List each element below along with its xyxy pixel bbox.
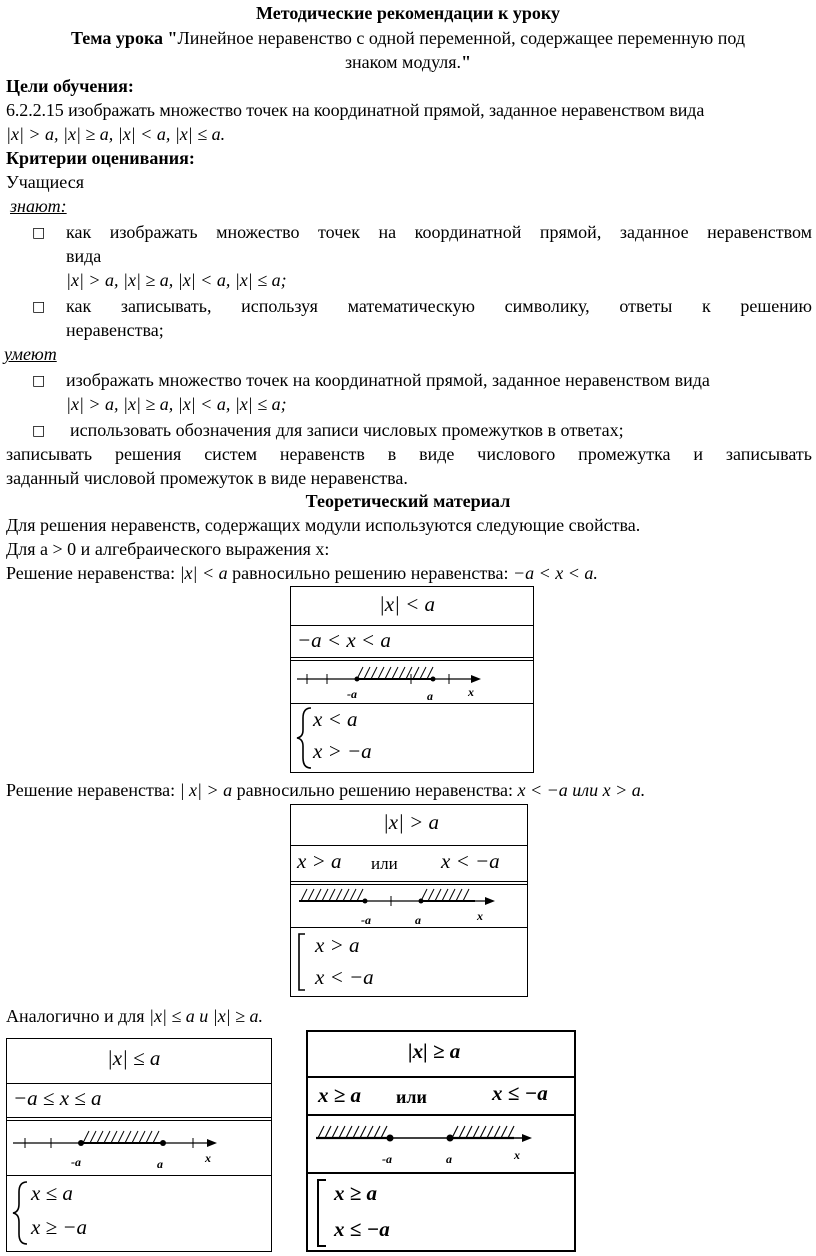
set-row (291, 927, 527, 997)
number-line-row (291, 657, 533, 703)
table-inequality: −a < x < a (297, 628, 391, 652)
set-line-1: x > a (315, 933, 360, 957)
system-row (7, 1175, 271, 1251)
table-row (7, 1083, 271, 1117)
rule-2-mid: равносильно решению неравенства: (232, 780, 518, 800)
table-row (291, 845, 527, 881)
know-item-1-cont: вида (66, 246, 102, 266)
criteria-heading: Критерии оценивания: (6, 148, 195, 168)
table-abs-less (290, 586, 534, 773)
can-item-3-cont: заданный числовой промежуток в виде неравенства. (6, 468, 408, 488)
theory-p1: Для решения неравенств, содержащих модули используются следующие свойства. (6, 515, 641, 535)
rule-1-inequality: |x| < a (179, 563, 228, 583)
label-minus-a: -a (71, 1155, 81, 1169)
rule-1-mid: равносильно решению неравенства: (227, 563, 513, 583)
can-item-2: использовать обозначения для записи числовых промежутков в ответах; (70, 420, 624, 440)
topic-quote-close: " (461, 52, 472, 72)
set-bracket-icon (291, 928, 311, 996)
label-a: a (446, 1152, 452, 1166)
analog-and: и (199, 1006, 209, 1026)
set-line-2: x < −a (315, 965, 374, 989)
label-a: a (157, 1157, 163, 1171)
can-item-1-formula: |x| > a, |x| ≥ a, |x| < a, |x| ≤ a; (66, 394, 287, 414)
rule-2 (6, 779, 812, 802)
table-head: |x| ≥ a (408, 1039, 461, 1063)
analog-formula-b: |x| ≥ a. (208, 1006, 264, 1026)
know-item-2: как записывать, используя математическую символику, ответы к решению (66, 296, 812, 316)
know-item-2-cont: неравенства; (66, 320, 164, 340)
analog-formula-a: |x| ≤ a (149, 1006, 200, 1026)
analog-line (6, 1005, 812, 1028)
topic-label: Тема урока (70, 28, 168, 48)
know-item-1-formula: |x| > a, |x| ≥ a, |x| < a, |x| ≤ a; (66, 270, 287, 290)
rule-1-result: −a < x < a. (512, 563, 598, 583)
theory-heading: Теоретический материал (305, 491, 511, 511)
topic-text-2: знаком модуля. (344, 52, 462, 72)
topic-quote-open: " (167, 28, 178, 48)
set-line-2: x ≤ −a (334, 1217, 390, 1241)
number-line-row (308, 1114, 574, 1172)
theory-p2: Для а > 0 и алгебраического выражения х: (6, 539, 330, 559)
union-or: или (396, 1087, 427, 1107)
system-row (291, 703, 533, 773)
rule-2-result-b: x > a. (598, 780, 646, 800)
label-minus-a: -a (361, 913, 371, 927)
rule-1-prefix: Решение неравенства: (6, 563, 180, 583)
students-label: Учащиеся (6, 172, 84, 192)
table-head: |x| < a (379, 592, 436, 616)
bullet-icon: □ (32, 299, 46, 315)
label-x: x (468, 685, 474, 699)
table-abs-greater (290, 804, 528, 997)
set-row (308, 1172, 574, 1252)
table-row (308, 1076, 574, 1114)
table-inequality: −a ≤ x ≤ a (13, 1086, 102, 1110)
system-line-1: x ≤ a (31, 1181, 73, 1205)
goals-item: 6.2.2.15 изображать множество точек на координатной прямой, заданное неравенством вида (6, 100, 705, 120)
can-item-3: записывать решения систем неравенств в виде числового промежутка и записывать (6, 444, 812, 464)
number-line-graph (291, 885, 527, 929)
label-a: a (427, 689, 433, 703)
can-label: умеют (4, 344, 57, 364)
system-line-2: x ≥ −a (31, 1215, 88, 1239)
number-line-row (7, 1117, 271, 1175)
set-line-1: x ≥ a (334, 1181, 378, 1205)
goals-heading: Цели обучения: (6, 76, 134, 96)
analog-prefix: Аналогично и для (6, 1006, 150, 1026)
can-item-1: изображать множество точек на координатной прямой, заданное неравенством вида (66, 370, 710, 390)
know-item-1: как изображать множество точек на координатной прямой, заданное неравенством (66, 222, 812, 242)
number-line-row (291, 881, 527, 927)
rule-2-prefix: Решение неравенства: (6, 780, 180, 800)
system-line-1: x < a (313, 707, 358, 731)
rule-2-inequality: | x| > a (179, 780, 233, 800)
number-line-graph (291, 661, 531, 705)
label-a: a (415, 913, 421, 927)
number-line-graph (308, 1116, 574, 1172)
table-abs-greater-equal (306, 1030, 576, 1252)
table-head: |x| > a (383, 810, 440, 834)
number-line-graph (7, 1121, 269, 1177)
bullet-icon: □ (32, 373, 46, 389)
rule-1 (6, 562, 812, 585)
lesson-topic-line-1 (0, 27, 816, 50)
bullet-icon: □ (32, 423, 46, 439)
rule-2-result-a: x < −a (517, 780, 573, 800)
union-left: x > a (297, 849, 342, 873)
union-right: x < −a (441, 849, 500, 873)
label-x: x (205, 1151, 211, 1165)
set-bracket-icon (308, 1174, 332, 1252)
lesson-topic-line-2 (0, 51, 816, 74)
union-right: x ≤ −a (492, 1081, 548, 1105)
know-label: знают: (10, 196, 67, 216)
rule-2-or: или (572, 780, 599, 800)
label-minus-a: -a (347, 687, 357, 701)
label-x: x (514, 1148, 520, 1162)
topic-text-1: Линейное неравенство с одной переменной, содержащее переменную под (177, 28, 745, 48)
goals-formula: |x| > a, |x| ≥ a, |x| < a, |x| ≤ a. (6, 124, 226, 144)
label-x: x (477, 909, 483, 923)
bullet-icon: □ (32, 225, 46, 241)
document-title: Методические рекомендации к уроку (255, 3, 560, 23)
union-left: x ≥ a (318, 1083, 362, 1107)
system-line-2: x > −a (313, 739, 372, 763)
label-minus-a: -a (382, 1152, 392, 1166)
table-row (291, 625, 533, 657)
table-abs-less-equal (6, 1038, 272, 1252)
union-or: или (371, 854, 398, 873)
table-head: |x| ≤ a (107, 1046, 161, 1070)
